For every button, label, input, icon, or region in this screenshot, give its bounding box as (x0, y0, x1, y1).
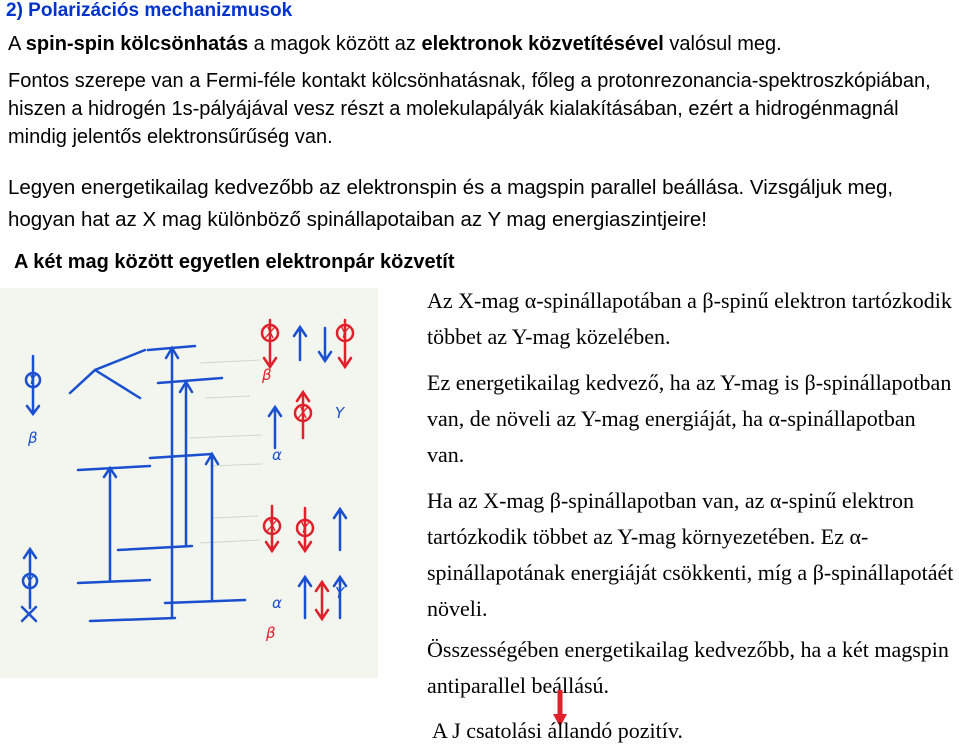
label-left-y-lower: Y (25, 572, 35, 590)
explanation-beta-state: Ha az X-mag β-spinállapotban van, az α-spinű elektron tartózkodik többet az Y-mag környezetében. Ez α-spinállapotának energiáját csökkenti, míg a β-spinállapotáét növeli. (427, 488, 954, 621)
label-y-top: Y (340, 324, 350, 342)
label-y-bottom: Y (335, 584, 345, 602)
label-beta-top: β (262, 366, 272, 384)
intro-bold-spin: spin-spin kölcsönhatás (25, 33, 249, 55)
fermi-paragraph: Fontos szerepe van a Fermi-féle kontakt kölcsönhatásnak, főleg a protonrezonancia-spektroszkópiában, hiszen a hidrogén 1s-pályájával vesz részt a molekulapályák kialakításában, ezért a hidrogénmagnál mindig jelentős elektronsűrűség van. (8, 70, 931, 148)
label-beta-bottom: β (266, 624, 276, 642)
intro-bold-electron: elektronok közvetítésével (421, 33, 664, 55)
label-x-top: X (265, 324, 276, 342)
assumption-paragraph: Legyen energetikailag kedvezőbb az elektronspin és a magspin parallel beállása. Vizsgáljuk meg, hogyan hat az X mag különböző spinállapotaiban az Y mag energiaszintjeire! (8, 176, 894, 231)
conclusion-antiparallel: Összességében energetikailag kedvezőbb, ha a két magspin antiparallel beállású. (427, 637, 949, 698)
label-left-y-upper: Y (28, 370, 38, 388)
label-alpha-bottom: α (272, 594, 282, 612)
label-y-mid: Y (335, 404, 345, 422)
coupling-constant-statement: A J csatolási állandó pozitív. (432, 718, 683, 743)
explanation-alpha-state: Az X-mag α-spinállapotában a β-spinű elektron tartózkodik többet az Y-mag közelében. (427, 288, 952, 349)
label-left-beta: β (28, 429, 38, 447)
label-alpha-mid: α (272, 446, 282, 464)
subheading: A két mag között egyetlen elektronpár közvetít (14, 251, 455, 273)
intro-middle: a magok között az (248, 33, 422, 55)
label-x-lower: X (267, 517, 278, 535)
section-heading: 2) Polarizációs mechanizmusok (6, 0, 293, 21)
intro-suffix: valósul meg. (663, 33, 782, 55)
explanation-energy-favorable: Ez energetikailag kedvező, ha az Y-mag is β-spinállapotban van, de növeli az Y-mag energiáját, ha α-spinállapotban van. (427, 370, 952, 467)
label-y-lower-red: Y (300, 519, 310, 537)
label-x-mid: X (298, 404, 309, 422)
intro-prefix: A (8, 33, 26, 55)
intro-line (8, 33, 782, 56)
energy-level-diagram (0, 288, 378, 678)
